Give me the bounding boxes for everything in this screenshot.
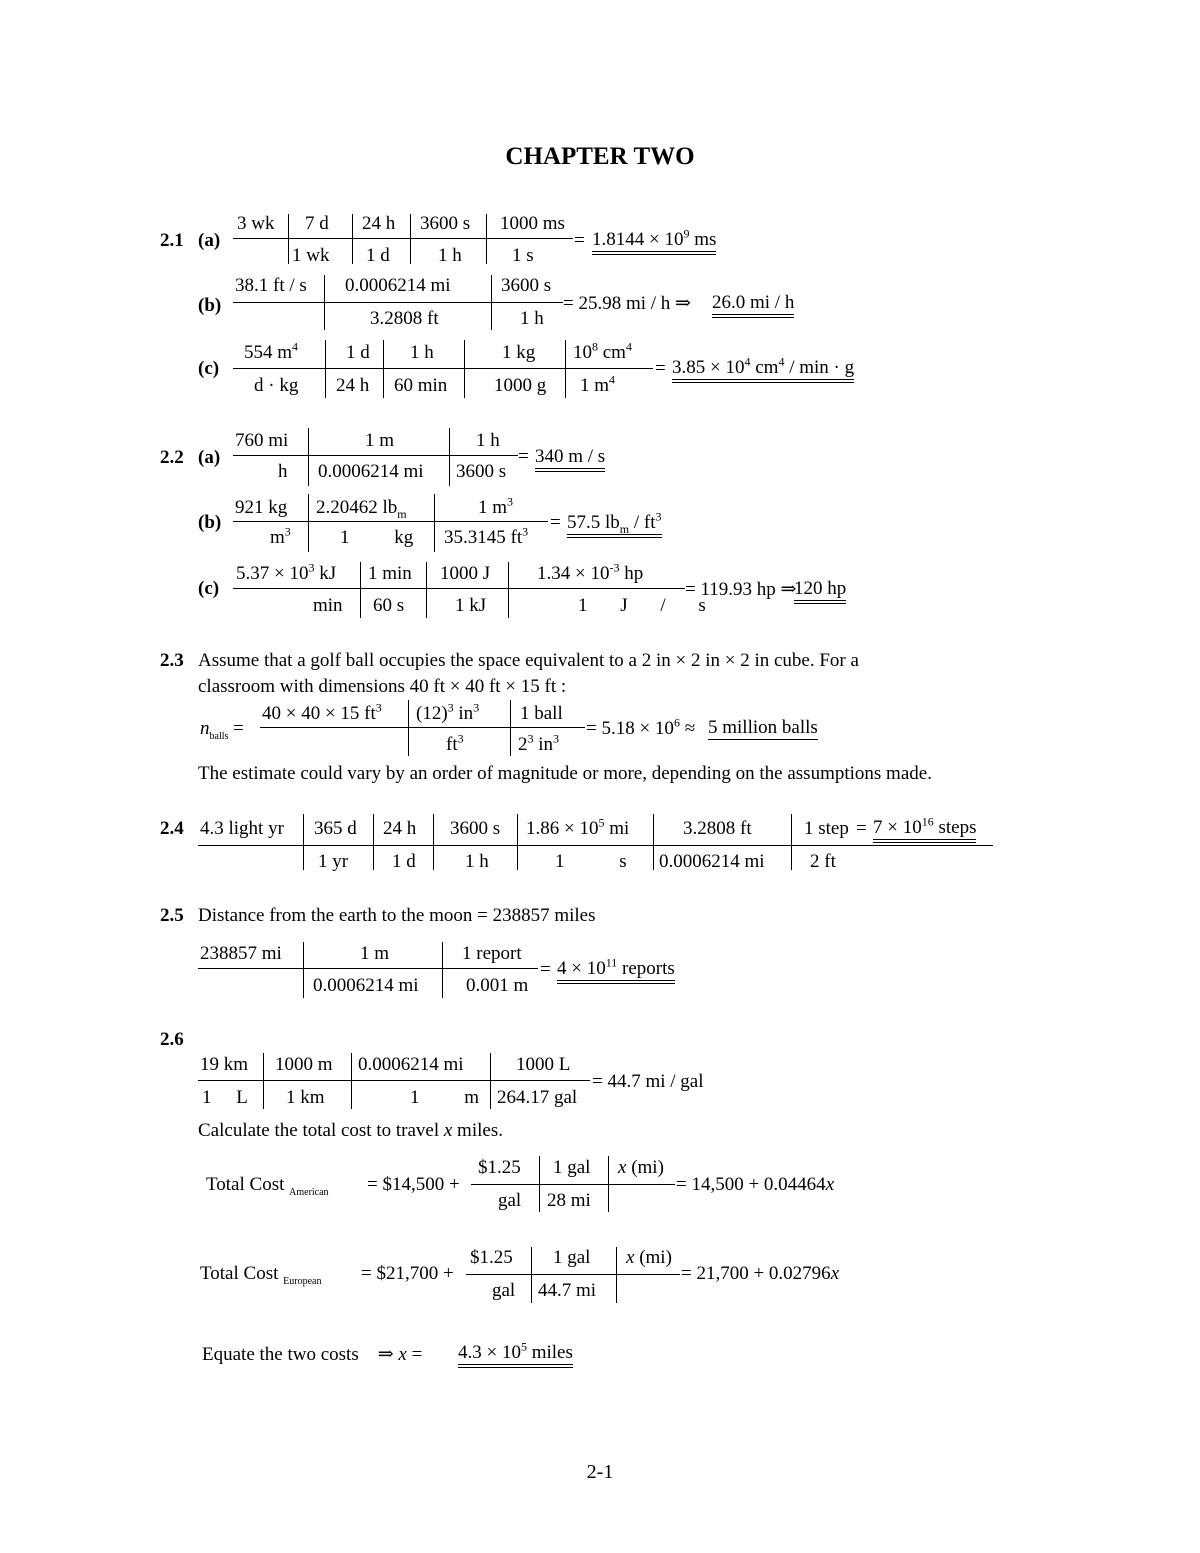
numerator-term: x (mi) (618, 1157, 664, 1178)
table-divider (539, 1156, 540, 1212)
problem-label: 2.4 (160, 818, 184, 839)
numerator-term: 40 × 40 × 15 $ft^3$ (262, 700, 382, 724)
table-divider (531, 1247, 532, 1303)
fraction-bar (198, 845, 993, 846)
denominator-term: 1 s (512, 245, 534, 266)
table-divider (464, 340, 465, 398)
numerator-term: 1 d (346, 342, 370, 363)
table-divider (608, 1156, 609, 1212)
denominator-term: 1 h (465, 851, 489, 872)
problem-label: 2.3 (160, 650, 184, 671)
denominator-term: 1 km (286, 1087, 325, 1108)
numerator-term: 1 min (368, 563, 412, 584)
numerator-term: $(12)^3$ $in^3$ (416, 700, 480, 724)
table-divider (491, 275, 492, 330)
table-divider (351, 1053, 352, 1109)
table-divider (442, 942, 443, 998)
denominator-term: 0.0006214 mi (313, 975, 419, 996)
part-label: (b) (198, 295, 222, 316)
result: $7 \times 10^{16}$ steps (873, 817, 976, 843)
numerator-term: 2.20462 $lb_m$ (316, 497, 407, 521)
numerator-term: 1 m (360, 943, 390, 964)
result: = 14,500 + 0.04464x (676, 1174, 835, 1195)
numerator-term: 3.2808 ft (683, 818, 752, 839)
numerator-term: $1.25 (478, 1157, 521, 1178)
table-divider (616, 1247, 617, 1303)
numerator-term: 3 wk (237, 213, 275, 234)
table-divider (308, 428, 309, 486)
part-label: (b) (198, 512, 222, 533)
numerator-term: 554 $m^4$ (244, 339, 299, 363)
result: $3.85 \times 10^4$ $cm^4 / \min \cdot g$ (672, 357, 854, 383)
equation-base: = $14,500 + (367, 1174, 460, 1195)
result: 340 m / s (535, 446, 605, 472)
problem-text: Assume that a golf ball occupies the space equivalent to a 2 in × 2 in × 2 in cube. For a (198, 650, 859, 671)
numerator-term: 3600 s (450, 818, 501, 839)
page-number: 2-1 (586, 1461, 614, 1483)
table-divider (325, 340, 326, 398)
denominator-term: 1 h (438, 245, 462, 266)
table-divider (517, 814, 518, 870)
table-divider (352, 214, 353, 264)
numerator-term: 4.3 light yr (200, 818, 284, 839)
equation-base: = $21,700 + (361, 1263, 454, 1284)
denominator-term: 1 d (366, 245, 390, 266)
problem-label: 2.1 (160, 230, 184, 251)
denominator-term: 0.001 m (466, 975, 529, 996)
numerator-term: 3600 s (501, 275, 552, 296)
fraction-bar (233, 521, 548, 522)
fraction-bar (233, 238, 573, 239)
numerator-term: 1000 m (275, 1054, 333, 1075)
result: 57.5 $lb_m / ft^3$ (567, 512, 662, 538)
equals-sign: = (856, 818, 867, 839)
table-divider (508, 562, 509, 618)
numerator-term: 0.0006214 mi (345, 275, 451, 296)
numerator-term: x (mi) (626, 1247, 672, 1268)
table-divider (653, 814, 654, 870)
table-divider (383, 340, 384, 398)
table-divider (449, 428, 450, 486)
result: = 21,700 + 0.02796x (681, 1263, 840, 1284)
numerator-term: 1 h (410, 342, 434, 363)
fraction-bar (471, 1184, 675, 1185)
denominator-term: $ft^3$ (446, 731, 464, 755)
numerator-term: 1 gal (553, 1157, 591, 1178)
result: 5 million balls (708, 717, 818, 738)
equals-sign: = (574, 230, 585, 251)
problem-text: Calculate the total cost to travel x miles. (198, 1120, 503, 1141)
numerator-term: 19 km (200, 1054, 249, 1075)
numerator-term: 1 ball (520, 703, 563, 724)
intermediate-result: = 119.93 hp ⇒ (685, 579, 797, 600)
numerator-term: 1 step (804, 818, 849, 839)
denominator-term: 1 yr (318, 851, 349, 872)
denominator-term: $2^3$ $in^3$ (518, 731, 560, 755)
table-divider (303, 942, 304, 998)
result: $4.3 \times 10^5$ miles (458, 1342, 573, 1368)
problem-text: Distance from the earth to the moon = 238857 miles (198, 905, 596, 926)
fraction-bar (260, 727, 585, 728)
denominator-term: 24 h (336, 375, 370, 396)
fraction-bar (233, 455, 518, 456)
numerator-term: 1000 ms (500, 213, 565, 234)
numerator-term: 238857 mi (200, 943, 282, 964)
part-label: (a) (198, 230, 221, 251)
denominator-term: 2 ft (810, 851, 836, 872)
numerator-term: $5.37 \times 10^3$ kJ (236, 560, 337, 584)
numerator-term: 7 d (305, 213, 329, 234)
table-divider (433, 814, 434, 870)
result: $4 \times 10^{11}$ reports (557, 958, 675, 984)
part-label: (a) (198, 447, 221, 468)
table-divider (510, 700, 511, 756)
denominator-term: 1000 g (494, 375, 547, 396)
denominator-term: 264.17 gal (497, 1087, 578, 1108)
denominator-term: h (278, 461, 288, 482)
fraction-bar (198, 1080, 590, 1081)
numerator-term: 0.0006214 mi (358, 1054, 464, 1075)
denominator-term: 1 kJ (455, 595, 487, 616)
numerator-term: 24 h (362, 213, 396, 234)
page-title: CHAPTER TWO (505, 143, 695, 170)
fraction-bar (233, 368, 653, 369)
equals-sign: = (518, 446, 529, 467)
table-divider (434, 494, 435, 552)
variable-label: $n_{balls}$ = (200, 718, 244, 742)
denominator-term: $m^3$ (270, 524, 291, 548)
equals-sign: = (550, 512, 561, 533)
table-divider (360, 562, 361, 618)
problem-label: 2.5 (160, 905, 184, 926)
denominator-term: 44.7 mi (538, 1280, 597, 1301)
denominator-term: d · kg (254, 375, 299, 396)
fraction-bar (198, 968, 538, 969)
denominator-term: 0.0006214 mi (318, 461, 424, 482)
table-divider (288, 214, 289, 264)
numerator-term: 24 h (383, 818, 417, 839)
denominator-term: gal (492, 1280, 516, 1301)
numerator-term: 1 $m^3$ (478, 494, 514, 518)
equation-label: Total Cost $_{European}$ (200, 1263, 322, 1287)
part-label: (c) (198, 578, 220, 599)
equals-sign: = (655, 358, 666, 379)
numerator-term: 1 h (476, 430, 500, 451)
equals-sign: = (540, 959, 551, 980)
numerator-term: 38.1 ft / s (235, 275, 307, 296)
numerator-term: 1 gal (553, 1247, 591, 1268)
numerator-term: $1.86 \times 10^5$ mi (526, 815, 630, 839)
numerator-term: 3600 s (420, 213, 471, 234)
denominator-term: 1 L (202, 1087, 248, 1108)
denominator-term: 28 mi (547, 1190, 591, 1211)
table-divider (426, 562, 427, 618)
result: $1.8144 \times 10^9$ ms (592, 229, 716, 255)
problem-text: classroom with dimensions 40 ft × 40 ft × 15 ft : (198, 676, 567, 697)
denominator-term: 1 s (555, 851, 627, 872)
numerator-term: 760 mi (235, 430, 289, 451)
denominator-term: 1 J / s (578, 595, 706, 616)
table-divider (486, 214, 487, 264)
table-divider (565, 340, 566, 398)
table-divider (373, 814, 374, 870)
table-divider (410, 214, 411, 264)
conclusion-text: Equate the two costs ⇒ x = (202, 1344, 423, 1365)
table-divider (408, 700, 409, 756)
denominator-term: 0.0006214 mi (659, 851, 765, 872)
fraction-bar (233, 588, 685, 589)
denominator-term: 1 d (392, 851, 416, 872)
table-divider (324, 275, 325, 330)
denominator-term: 1 h (520, 308, 544, 329)
denominator-term: 3.2808 ft (370, 308, 439, 329)
result: = 44.7 mi / gal (592, 1071, 704, 1092)
fraction-bar (233, 302, 563, 303)
table-divider (303, 814, 304, 870)
denominator-term: 1 m (410, 1087, 480, 1108)
denominator-term: 1 wk (292, 245, 330, 266)
table-divider (263, 1053, 264, 1109)
numerator-term: $10^8$ $cm^4$ (573, 339, 632, 363)
table-divider (490, 1053, 491, 1109)
numerator-term: 1000 L (516, 1054, 571, 1075)
part-label: (c) (198, 358, 220, 379)
denominator-term: 60 min (394, 375, 448, 396)
numerator-term: 1000 J (440, 563, 491, 584)
note-text: The estimate could vary by an order of magnitude or more, depending on the assumptions made. (198, 763, 932, 784)
denominator-term: min (313, 595, 343, 616)
denominator-term: 35.3145 $ft^3$ (444, 524, 529, 548)
denominator-term: gal (498, 1190, 522, 1211)
table-divider (791, 814, 792, 870)
fraction-bar (466, 1274, 680, 1275)
table-divider (308, 494, 309, 552)
numerator-term: 1 report (462, 943, 522, 964)
numerator-term: 365 d (314, 818, 357, 839)
intermediate-result: = $5.18 \times 10^6$ ≈ (586, 715, 696, 739)
problem-label: 2.6 (160, 1029, 184, 1050)
intermediate-result: = 25.98 mi / h ⇒ (563, 293, 691, 314)
numerator-term: $1.25 (470, 1247, 513, 1268)
equation-label: Total Cost $_{American}$ (206, 1174, 329, 1198)
numerator-term: 1 kg (502, 342, 536, 363)
result: 120 hp (794, 578, 846, 604)
denominator-term: 1 kg (340, 527, 414, 548)
denominator-term: 60 s (373, 595, 405, 616)
result: 26.0 mi / h (712, 292, 794, 318)
numerator-term: 1 m (365, 430, 395, 451)
denominator-term: 3600 s (456, 461, 507, 482)
problem-label: 2.2 (160, 447, 184, 468)
denominator-term: 1 $m^4$ (580, 372, 616, 396)
numerator-term: $1.34 \times 10^{-3}$ hp (537, 560, 644, 584)
numerator-term: 921 kg (235, 497, 288, 518)
